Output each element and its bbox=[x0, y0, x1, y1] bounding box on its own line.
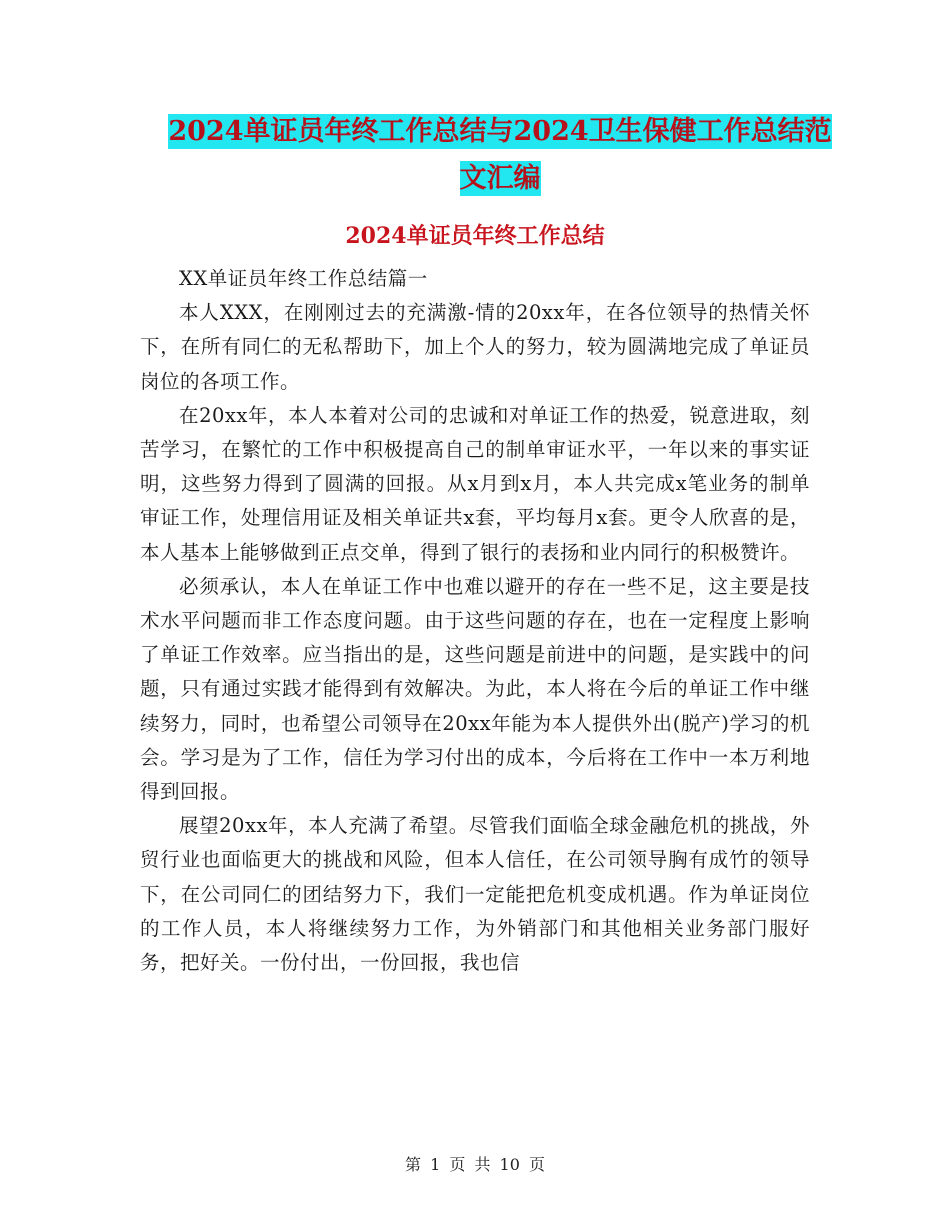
paragraph: 本人XXX，在刚刚过去的充满激-情的20xx年，在各位领导的热情关怀下，在所有同仁的无私帮助下，加上个人的努力，较为圆满地完成了单证员岗位的各项工作。 bbox=[140, 301, 810, 393]
title-line-2: 文汇编 bbox=[459, 163, 541, 194]
section-title: 2024单证员年终工作总结 bbox=[345, 223, 605, 249]
document-title bbox=[140, 108, 860, 202]
body-text bbox=[140, 262, 810, 980]
paragraph: 必须承认，本人在单证工作中也难以避开的存在一些不足，这主要是技术水平问题而非工作态度问题。由于这些问题的存在，也在一定程度上影响了单证工作效率。应当指出的是，这些问题是前进中的问题，是实践中的问题，只有通过实践才能得到有效解决。为此，本人将在今后的单证工作中继续努力，同时，也希望公司领导在20xx年能为本人提供外出(脱产)学习的机会。学习是为了工作，信任为学习付出的成本，今后将在工作中一本万利地得到回报。 bbox=[140, 574, 810, 804]
paragraph-heading: XX单证员年终工作总结篇一 bbox=[179, 267, 428, 290]
paragraph: 展望20xx年，本人充满了希望。尽管我们面临全球金融危机的挑战，外贸行业也面临更大的挑战和风险，但本人信任，在公司领导胸有成竹的领导下，在公司同仁的团结努力下，我们一定能把危机变成机遇。作为单证岗位的工作人员，本人将继续努力工作，为外销部门和其他相关业务部门服好务，把好关。一份付出，一份回报，我也信 bbox=[140, 814, 810, 975]
paragraph: 在20xx年，本人本着对公司的忠诚和对单证工作的热爱，锐意进取，刻苦学习，在繁忙的工作中积极提高自己的制单审证水平，一年以来的事实证明，这些努力得到了圆满的回报。从x月到x月，本人共完成x笔业务的制单审证工作，处理信用证及相关单证共x套，平均每月x套。更令人欣喜的是，本人基本上能够做到正点交单，得到了银行的表扬和业内同行的积极赞许。 bbox=[140, 403, 810, 564]
title-line-1: 2024单证员年终工作总结与2024卫生保健工作总结范 bbox=[168, 116, 832, 147]
page-number-footer: 第 1 页 共 10 页 bbox=[405, 1155, 545, 1174]
